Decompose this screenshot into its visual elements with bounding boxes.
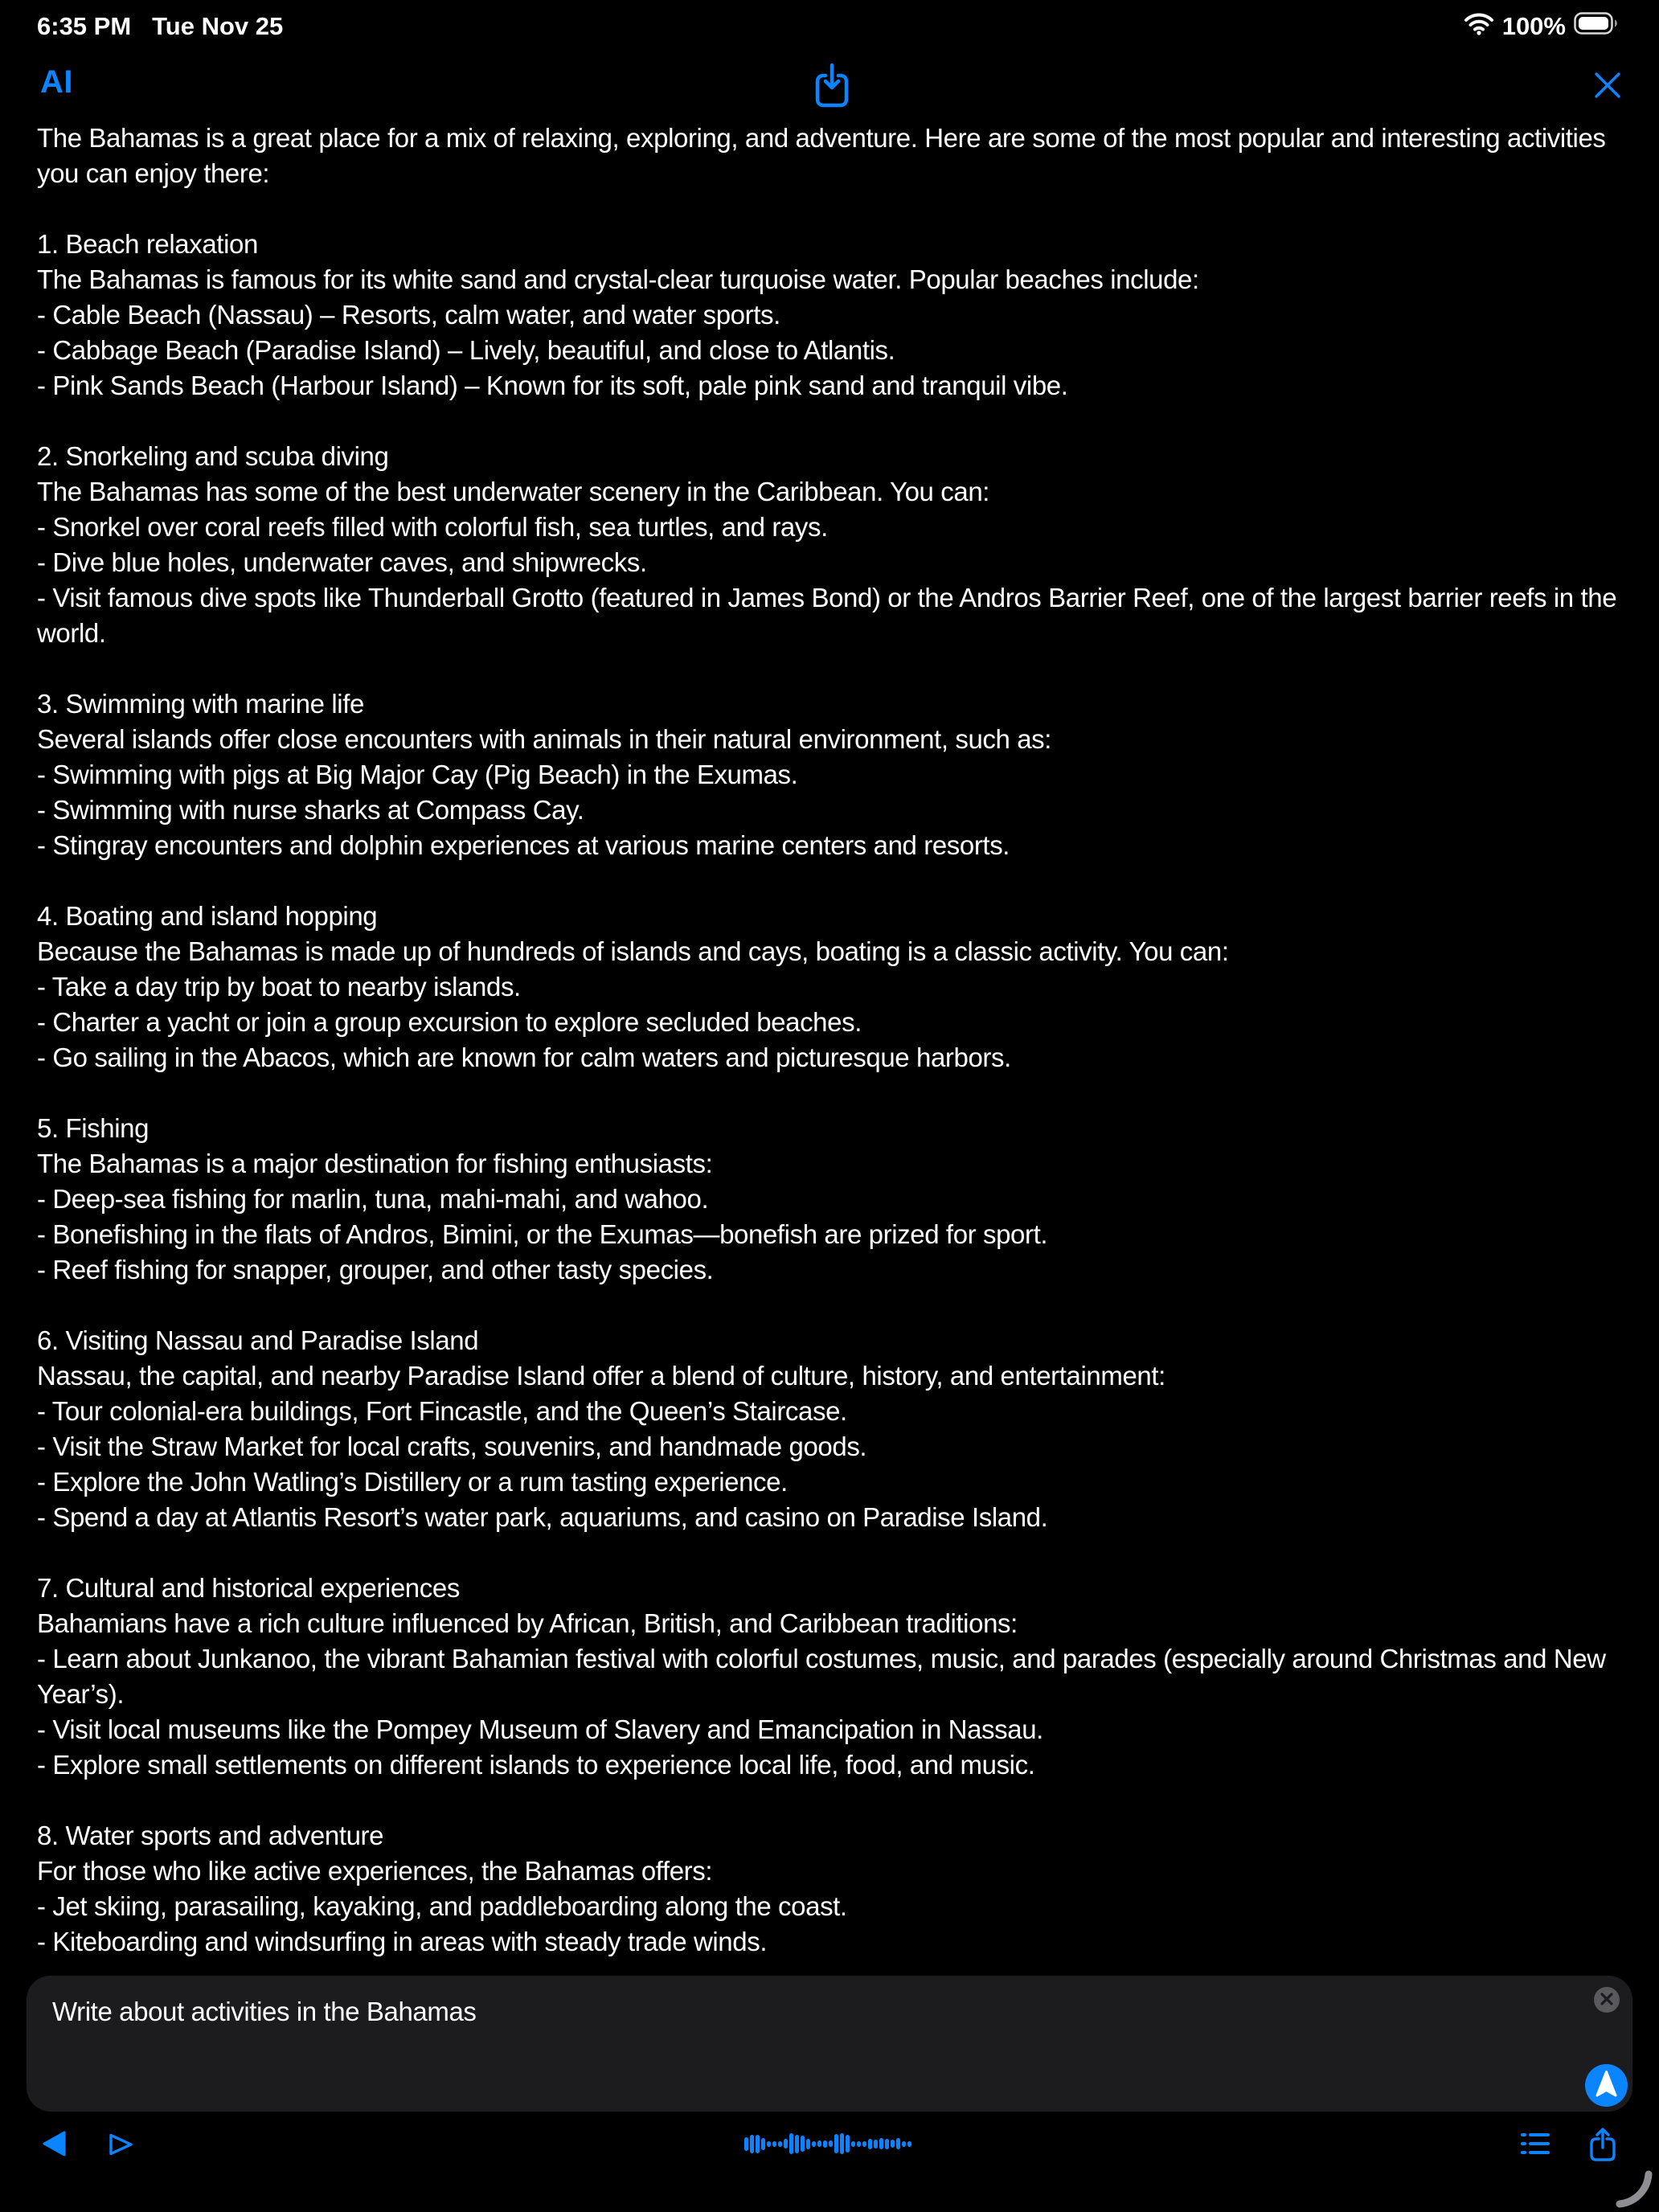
waveform-bar [772, 2141, 776, 2147]
response-line: - Tour colonial-era buildings, Fort Fincastle, and the Queen’s Staircase. [37, 1396, 847, 1426]
response-line: Because the Bahamas is made up of hundreds of islands and cays, boating is a classic activity. You can: [37, 936, 1229, 966]
waveform-bar [761, 2138, 765, 2150]
waveform-bar [784, 2139, 788, 2149]
ai-response-text [37, 121, 1641, 1995]
response-line: - Learn about Junkanoo, the vibrant Bahamian festival with colorful costumes, music, and parades (especially around Christmas and New Year’s). [37, 1644, 1606, 1709]
share-button[interactable] [1589, 2127, 1616, 2162]
response-line: - Take a day trip by boat to nearby islands. [37, 972, 521, 1002]
response-line: - Pink Sands Beach (Harbour Island) – Known for its soft, pale pink sand and tranquil vibe. [37, 371, 1068, 400]
download-icon [813, 100, 850, 112]
response-paragraph [37, 1111, 1641, 1288]
response-line: - Visit local museums like the Pompey Museum of Slavery and Emancipation in Nassau. [37, 1714, 1043, 1744]
waveform-bar [801, 2136, 805, 2152]
response-line: The Bahamas has some of the best underwater scenery in the Caribbean. You can: [37, 477, 990, 506]
response-line: 7. Cultural and historical experiences [37, 1573, 460, 1603]
response-line: - Bonefishing in the flats of Andros, Bimini, or the Exumas—bonefish are prized for sport. [37, 1219, 1048, 1249]
waveform-bar [834, 2134, 838, 2153]
response-line: The Bahamas is a major destination for fishing enthusiasts: [37, 1149, 713, 1178]
response-line: - Reef fishing for snapper, grouper, and other tasty species. [37, 1255, 714, 1284]
response-line: 6. Visiting Nassau and Paradise Island [37, 1325, 479, 1355]
response-line: The Bahamas is famous for its white sand and crystal-clear turquoise water. Popular beaches include: [37, 264, 1199, 294]
response-line: 4. Boating and island hopping [37, 901, 378, 931]
response-line: 1. Beach relaxation [37, 229, 258, 259]
play-icon [109, 2147, 134, 2159]
response-line: - Deep-sea fishing for marlin, tuna, mahi-mahi, and wahoo. [37, 1184, 709, 1214]
battery-icon [1574, 12, 1619, 41]
waveform-bar [885, 2139, 889, 2149]
status-bar-right [1464, 11, 1619, 42]
response-line: - Charter a yacht or join a group excursion to explore secluded beaches. [37, 1007, 862, 1037]
status-bar [37, 11, 1619, 42]
battery-percent: 100% [1501, 12, 1566, 40]
response-line: - Dive blue holes, underwater caves, and shipwrecks. [37, 547, 647, 577]
list-icon [1521, 2148, 1550, 2160]
page-title: AI [40, 64, 73, 100]
waveform-bar [868, 2139, 872, 2149]
close-button[interactable] [1594, 72, 1621, 99]
waveform-bar [823, 2140, 827, 2148]
send-arrow-icon [1585, 2063, 1628, 2108]
response-line: - Spend a day at Atlantis Resort’s water park, aquariums, and casino on Paradise Island. [37, 1502, 1048, 1532]
response-paragraph [37, 1571, 1641, 1783]
response-line: 5. Fishing [37, 1113, 150, 1143]
waveform-bar [744, 2137, 748, 2151]
waveform-bar [851, 2141, 855, 2147]
response-line: - Explore small settlements on different islands to experience local life, food, and music. [37, 1750, 1035, 1780]
response-paragraph [37, 1818, 1641, 1960]
waveform-bar [750, 2135, 754, 2153]
waveform-bar [846, 2135, 850, 2153]
share-icon [1589, 2153, 1616, 2165]
response-paragraph [37, 439, 1641, 651]
corner-arc-icon [1612, 2169, 1653, 2209]
response-line: Several islands offer close encounters with animals in their natural environment, such as: [37, 724, 1052, 754]
response-line: - Kiteboarding and windsurfing in areas with steady trade winds. [37, 1927, 768, 1956]
response-line: - Stingray encounters and dolphin experiences at various marine centers and resorts. [37, 830, 1010, 860]
clock: 6:35 PM [37, 12, 132, 40]
response-paragraph [37, 1323, 1641, 1535]
date: Tue Nov 25 [152, 12, 284, 40]
response-line: 8. Water sports and adventure [37, 1821, 384, 1850]
response-line: - Visit the Straw Market for local crafts, souvenirs, and handmade goods. [37, 1432, 867, 1461]
status-bar-left [37, 12, 283, 41]
clear-input-button[interactable] [1594, 1987, 1620, 2013]
prompt-input[interactable]: Write about activities in the Bahamas [52, 1997, 477, 2026]
response-paragraph [37, 227, 1641, 403]
waveform-bar [879, 2138, 883, 2149]
waveform-bar [767, 2141, 771, 2147]
wifi-icon [1464, 11, 1494, 42]
response-line: - Snorkel over coral reefs filled with colorful fish, sea turtles, and rays. [37, 512, 828, 542]
waveform-bar [756, 2135, 760, 2153]
list-button[interactable] [1521, 2130, 1550, 2157]
prompt-composer[interactable] [27, 1976, 1632, 2112]
send-button[interactable] [1585, 2064, 1628, 2107]
response-line: - Go sailing in the Abacos, which are known for calm waters and picturesque harbors. [37, 1043, 1011, 1072]
waveform-bar [862, 2141, 866, 2147]
waveform-bar [829, 2140, 833, 2147]
clear-circle-icon [1600, 1993, 1613, 2008]
back-icon [42, 2147, 66, 2159]
play-button[interactable] [109, 2132, 134, 2157]
response-line: - Cable Beach (Nassau) – Resorts, calm water, and water sports. [37, 300, 780, 330]
response-line: Bahamians have a rich culture influenced by African, British, and Caribbean traditions: [37, 1608, 1018, 1638]
waveform [744, 2132, 911, 2155]
response-line: - Cabbage Beach (Paradise Island) – Lively, beautiful, and close to Atlantis. [37, 335, 895, 365]
response-line: For those who like active experiences, the Bahamas offers: [37, 1856, 713, 1886]
response-line: - Visit famous dive spots like Thunderball Grotto (featured in James Bond) or the Andros Barrier Reef, one of the largest barrier reefs in the world. [37, 583, 1617, 648]
response-line: The Bahamas is a great place for a mix of relaxing, exploring, and adventure. Here are some of the most popular and interesting activities you can enjoy there: [37, 123, 1606, 188]
response-line: - Swimming with pigs at Big Major Cay (Pig Beach) in the Exumas. [37, 760, 798, 789]
response-line: Nassau, the capital, and nearby Paradise Island offer a blend of culture, history, and entertainment: [37, 1361, 1165, 1391]
waveform-bar [817, 2140, 821, 2147]
download-button[interactable] [813, 61, 850, 109]
response-line: 2. Snorkeling and scuba diving [37, 441, 389, 471]
waveform-bar [907, 2141, 911, 2147]
close-icon [1594, 89, 1621, 101]
waveform-bar [902, 2141, 906, 2147]
response-paragraph [37, 121, 1641, 191]
waveform-bar [896, 2138, 900, 2149]
response-line: 3. Swimming with marine life [37, 689, 364, 719]
response-line: - Jet skiing, parasailing, kayaking, and paddleboarding along the coast. [37, 1891, 847, 1921]
response-line: - Swimming with nurse sharks at Compass Cay. [37, 795, 584, 825]
waveform-bar [857, 2141, 861, 2147]
waveform-bar [806, 2139, 810, 2149]
waveform-bar [891, 2140, 895, 2148]
response-line: - Explore the John Watling’s Distillery or a rum tasting experience. [37, 1467, 788, 1497]
waveform-bar [840, 2133, 844, 2154]
back-button[interactable] [42, 2131, 66, 2157]
waveform-bar [789, 2133, 793, 2154]
response-paragraph [37, 899, 1641, 1075]
response-paragraph [37, 686, 1641, 863]
waveform-bar [874, 2140, 878, 2149]
waveform-bar [812, 2141, 816, 2147]
waveform-bar [795, 2135, 799, 2153]
waveform-bar [778, 2141, 782, 2147]
